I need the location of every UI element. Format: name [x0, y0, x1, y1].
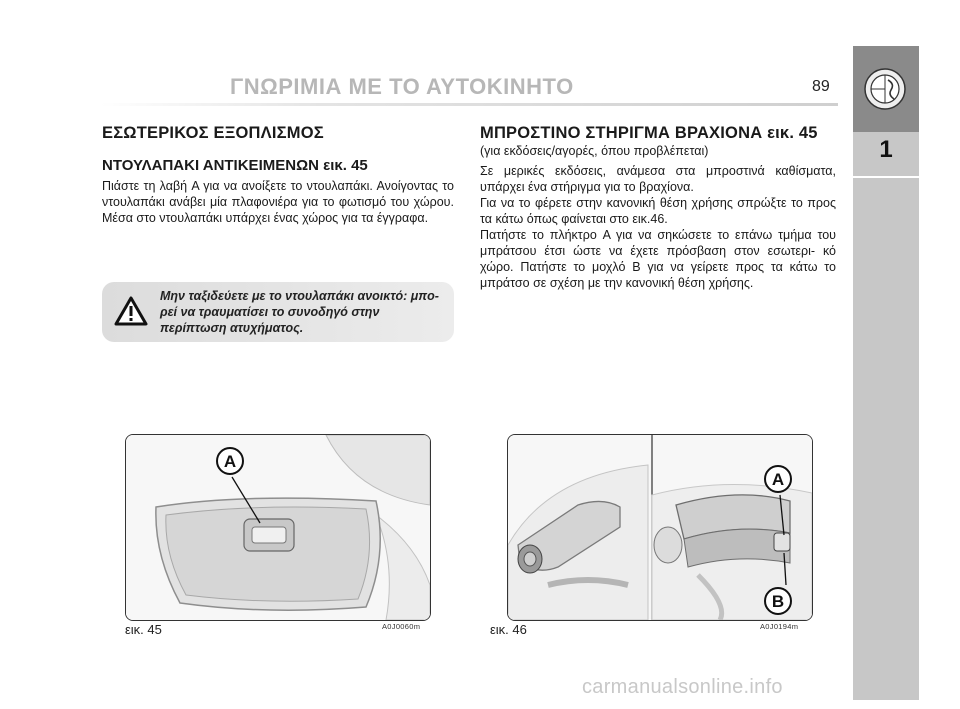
sidebar-divider [853, 176, 919, 178]
page-header-title: ΓΝΩΡΙΜΙΑ ΜΕ ΤΟ ΑΥΤΟΚΙΝΗΤΟ [230, 74, 574, 99]
version-note: (για εκδόσεις/αγορές, όπου προβλέπεται) [480, 144, 709, 158]
figure-46-caption: εικ. 46 [490, 622, 527, 637]
figure-46-label-b: B [771, 592, 785, 611]
figure-46-label-a: A [771, 470, 785, 489]
figure-45-caption: εικ. 45 [125, 622, 162, 637]
figure-45-glovebox [125, 434, 431, 621]
section-title: ΕΣΩΤΕΡΙΚΟΣ ΕΞΟΠΛΙΣΜΟΣ [102, 124, 324, 142]
glovebox-paragraph: Πιάστε τη λαβή A για να ανοίξετε το ντουλαπάκι. Ανοίγοντας το ντουλαπάκι ανάβει μία πλαφονιέρα για το φωτισμό του χώρου. Μέσα στο ντουλαπάκι υπάρχει ένας χώρος για τα έγγραφα. [102, 179, 454, 225]
armrest-paragraph-3: Πατήστε το πλήκτρο A για να σηκώσετε το επάνω τμήμα του μπράτσου έτσι ώστε να έχετε πρόσβαση στον εσωτερι- κό χώρο. Πατήστε το μοχλό B για να γείρετε προς τα κάτω το μπράτσο σε σχέση με την κανονική θέση χρήσης. [480, 228, 836, 290]
subsection-title: ΝΤΟΥΛΑΠΑΚΙ ΑΝΤΙΚΕΙΜΕΝΩΝ εικ. 45 [102, 157, 368, 174]
chapter-tab-label[interactable]: 1 [879, 136, 893, 163]
armrest-paragraph-1: Σε μερικές εκδόσεις, ανάμεσα στα μπροστινά καθίσματα, υπάρχει ένα στήριγμα για το βραχίονα. [480, 164, 836, 194]
glovebox-illustration [126, 435, 430, 620]
footer-watermark: carmanualsonline.info [582, 676, 783, 698]
warning-triangle-icon [114, 296, 148, 326]
page-number: 89 [812, 78, 830, 95]
figure-46-armrest [507, 434, 813, 621]
right-column [480, 124, 836, 291]
warning-text: Μην ταξιδεύετε με το ντουλαπάκι ανοικτό: μπο- ρεί να τραυματίσει το συνοδηγό στην περίπτωση ατυχήματος. [160, 289, 439, 335]
armrest-paragraph-2: Για να το φέρετε στην κανονική θέση χρήσης σπρώξτε το προς τα κάτω όπως φαίνεται στο εικ.46. [480, 196, 836, 226]
left-column [102, 124, 454, 226]
armrest-section-title: ΜΠΡΟΣΤΙΝΟ ΣΤΗΡΙΓΜΑ ΒΡΑΧΙΟΝΑ εικ. 45 [480, 124, 818, 142]
alfa-romeo-logo-icon [864, 68, 906, 110]
figure-45-code: A0J0060m [382, 622, 421, 631]
armrest-illustration [508, 435, 812, 620]
figure-46-code: A0J0194m [760, 622, 799, 631]
warning-box [102, 282, 454, 342]
header-divider [100, 103, 838, 106]
figure-45-label-a: A [223, 452, 237, 471]
